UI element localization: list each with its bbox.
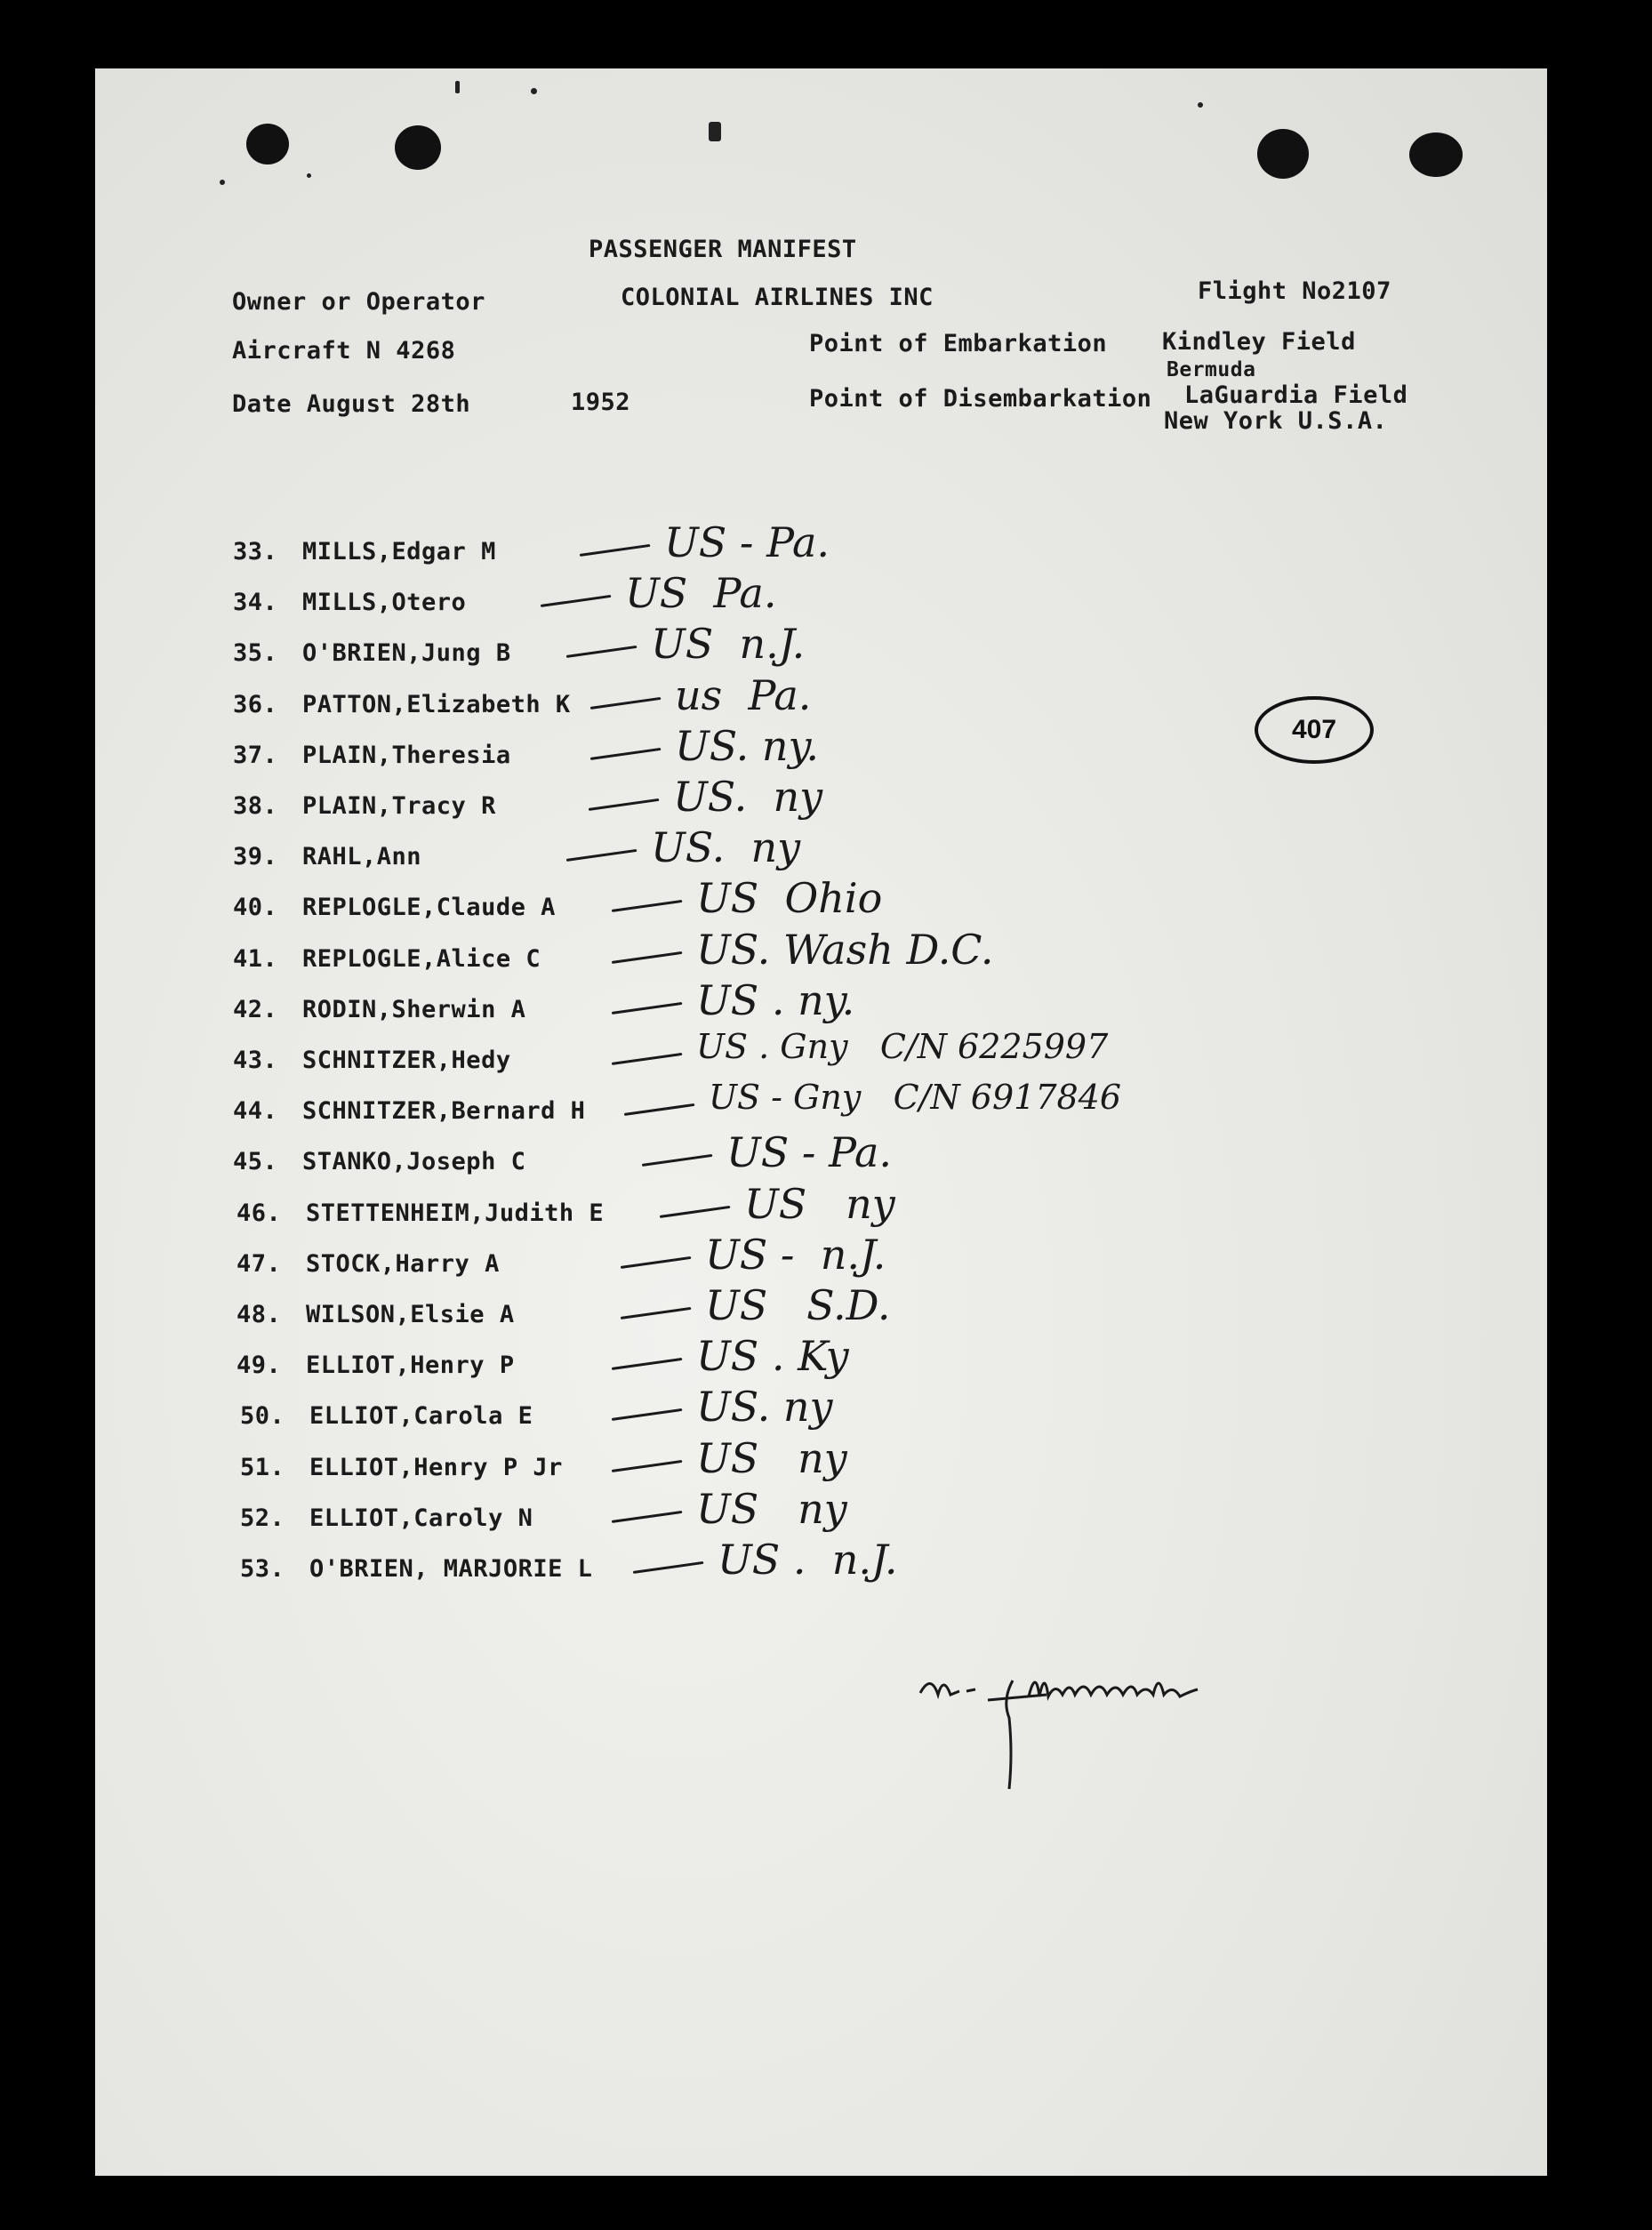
passenger-name: STANKO,Joseph C xyxy=(302,1148,526,1175)
passenger-name: ELLIOT,Henry P xyxy=(306,1352,515,1379)
ink-speck xyxy=(531,88,537,94)
passenger-name: REPLOGLE,Claude A xyxy=(302,894,556,921)
passenger-number: 41. xyxy=(233,945,278,973)
passenger-name: STETTENHEIM,Judith E xyxy=(306,1199,605,1227)
nationality-annotation: us Pa. xyxy=(675,671,812,719)
entry-dash xyxy=(566,849,638,862)
passenger-name: WILSON,Elsie A xyxy=(306,1301,515,1328)
entry-dash xyxy=(633,1561,704,1574)
passenger-number: 47. xyxy=(237,1250,282,1278)
punch-hole xyxy=(1257,129,1309,179)
manifest-page xyxy=(95,68,1547,2176)
entry-dash xyxy=(566,646,638,658)
entry-dash xyxy=(612,900,683,912)
year: 1952 xyxy=(571,389,631,416)
passenger-name: MILLS,Otero xyxy=(302,589,467,616)
passenger-number: 44. xyxy=(233,1097,278,1125)
entry-dash xyxy=(612,951,683,964)
nationality-annotation: US ny xyxy=(744,1180,895,1228)
passenger-number: 36. xyxy=(233,691,278,718)
nationality-annotation: US - n.J. xyxy=(705,1231,886,1279)
nationality-annotation: US. ny. xyxy=(675,722,820,770)
passenger-name: PLAIN,Tracy R xyxy=(302,792,496,820)
entry-dash xyxy=(612,1053,683,1065)
passenger-number: 38. xyxy=(233,792,278,820)
nationality-annotation: US . n.J. xyxy=(718,1536,898,1584)
passenger-number: 46. xyxy=(237,1199,282,1227)
owner-value: COLONIAL AIRLINES INC xyxy=(621,284,934,311)
flight-number: Flight No2107 xyxy=(1198,277,1391,305)
passenger-number: 43. xyxy=(233,1047,278,1074)
entry-dash xyxy=(660,1206,731,1218)
passenger-number: 42. xyxy=(233,996,278,1023)
nationality-annotation: US . ny. xyxy=(696,976,855,1024)
aircraft: Aircraft N 4268 xyxy=(232,337,456,365)
disembarkation-label: Point of Disembarkation xyxy=(809,385,1152,413)
entry-dash xyxy=(590,697,662,710)
ink-speck xyxy=(1198,102,1203,108)
date: Date August 28th xyxy=(232,390,471,418)
nationality-annotation: US - Pa. xyxy=(664,518,830,566)
punch-hole xyxy=(246,124,289,164)
punch-hole xyxy=(395,125,441,170)
passenger-name: SCHNITZER,Hedy xyxy=(302,1047,511,1074)
passenger-number: 48. xyxy=(237,1301,282,1328)
passenger-number: 40. xyxy=(233,894,278,921)
nationality-annotation: US . Gny C/N 6225997 xyxy=(696,1027,1109,1066)
passenger-number: 34. xyxy=(233,589,278,616)
ink-speck xyxy=(307,173,311,178)
nationality-annotation: US ny xyxy=(696,1485,847,1533)
embarkation-value: Kindley Field xyxy=(1162,328,1356,356)
entry-dash xyxy=(541,595,612,607)
ink-speck xyxy=(220,180,225,185)
disembarkation-value: LaGuardia Field xyxy=(1184,381,1408,409)
passenger-name: SCHNITZER,Bernard H xyxy=(302,1097,586,1125)
passenger-name: PLAIN,Theresia xyxy=(302,742,511,769)
nationality-annotation: US S.D. xyxy=(705,1281,891,1329)
entry-dash xyxy=(580,544,651,557)
nationality-annotation: US Pa. xyxy=(625,569,777,617)
embarkation-label: Point of Embarkation xyxy=(809,330,1108,357)
nationality-annotation: US. ny xyxy=(696,1383,833,1431)
entry-dash xyxy=(621,1256,692,1269)
entry-dash xyxy=(624,1103,695,1116)
entry-dash xyxy=(621,1307,692,1320)
passenger-name: O'BRIEN,Jung B xyxy=(302,639,511,667)
entry-dash xyxy=(590,748,662,760)
passenger-number: 51. xyxy=(240,1454,285,1481)
passenger-number: 52. xyxy=(240,1504,285,1532)
manifest-title: PASSENGER MANIFEST xyxy=(589,236,857,263)
punch-hole xyxy=(1409,132,1463,177)
ink-speck xyxy=(709,122,721,141)
passenger-number: 35. xyxy=(233,639,278,667)
passenger-name: RODIN,Sherwin A xyxy=(302,996,526,1023)
nationality-annotation: US . Ky xyxy=(696,1332,849,1380)
entry-dash xyxy=(612,1511,683,1523)
passenger-number: 45. xyxy=(233,1148,278,1175)
passenger-number: 37. xyxy=(233,742,278,769)
nationality-annotation: US. ny xyxy=(673,773,823,821)
passenger-name: REPLOGLE,Alice C xyxy=(302,945,541,973)
nationality-annotation: US - Pa. xyxy=(726,1128,892,1176)
passenger-number: 49. xyxy=(237,1352,282,1379)
embarkation-value-line2: Bermuda xyxy=(1167,358,1256,381)
passenger-name: RAHL,Ann xyxy=(302,843,422,870)
passenger-name: ELLIOT,Henry P Jr xyxy=(309,1454,563,1481)
owner-label: Owner or Operator xyxy=(232,288,485,316)
passenger-name: PATTON,Elizabeth K xyxy=(302,691,571,718)
ink-speck xyxy=(455,81,460,93)
page-number-stamp: 407 xyxy=(1255,696,1374,764)
passenger-name: STOCK,Harry A xyxy=(306,1250,500,1278)
nationality-annotation: US. ny xyxy=(651,823,801,871)
passenger-number: 53. xyxy=(240,1555,285,1583)
entry-dash xyxy=(612,1460,683,1472)
disembarkation-value-line2: New York U.S.A. xyxy=(1164,407,1388,435)
nationality-annotation: US ny xyxy=(696,1434,847,1482)
entry-dash xyxy=(612,1408,683,1421)
passenger-name: MILLS,Edgar M xyxy=(302,538,496,566)
entry-dash xyxy=(612,1002,683,1015)
entry-dash xyxy=(612,1358,683,1370)
nationality-annotation: US - Gny C/N 6917846 xyxy=(709,1078,1122,1117)
passenger-number: 50. xyxy=(240,1402,285,1430)
nationality-annotation: US n.J. xyxy=(651,620,806,668)
passenger-name: O'BRIEN, MARJORIE L xyxy=(309,1555,593,1583)
signature xyxy=(913,1664,1411,1798)
nationality-annotation: US Ohio xyxy=(696,874,883,922)
passenger-number: 39. xyxy=(233,843,278,870)
passenger-name: ELLIOT,Carola E xyxy=(309,1402,533,1430)
entry-dash xyxy=(589,798,660,811)
passenger-name: ELLIOT,Caroly N xyxy=(309,1504,533,1532)
nationality-annotation: US. Wash D.C. xyxy=(696,926,994,974)
entry-dash xyxy=(642,1154,713,1167)
passenger-number: 33. xyxy=(233,538,278,566)
